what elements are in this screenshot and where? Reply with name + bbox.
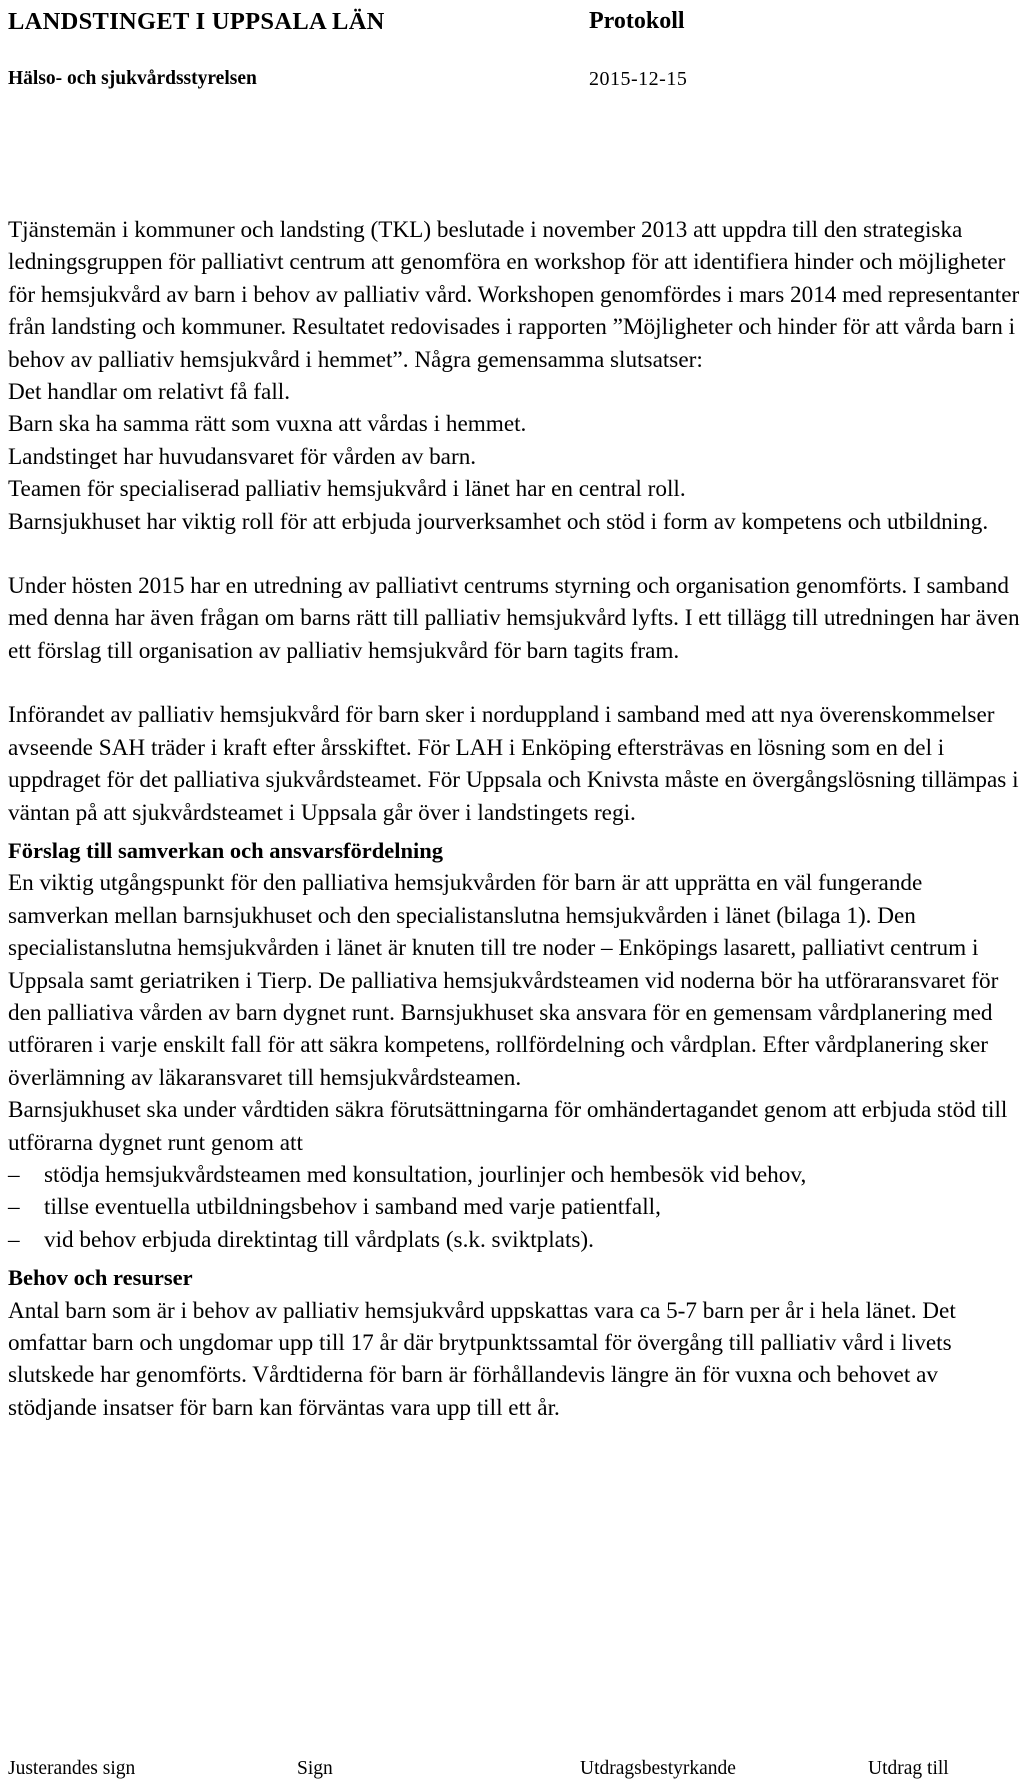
list-dash: – [8,1161,20,1188]
list-item [8,1159,1020,1191]
document-type: Protokoll [589,8,685,34]
list-item-text: vid behov erbjuda direktintag till vårdplats (s.k. sviktplats). [44,1226,594,1253]
introduction-paragraph: Införandet av palliativ hemsjukvård för barn sker i norduppland i samband med att nya överenskommelser avseende SAH träder i kraft efter årsskiftet. För LAH i Enköping eftersträvas en lösning som en del i uppdraget för det palliativa sjukvårdsteamet. För Uppsala och Knivsta måste en övergångslösning tillämpas i väntan på att sjukvårdsteamet i Uppsala går över i landstingets regi. [8,702,1019,826]
autumn-paragraph: Under hösten 2015 har en utredning av palliativt centrums styrning och organisation genomförts. I samband med denna har även frågan om barns rätt till palliativ hemsjukvård lyfts. I ett tillägg till utredningen har även ett förslag till organisation av palliativ hemsjukvård för barn tagits fram. [8,573,1020,664]
support-list [8,1159,1020,1256]
organization-name: LANDSTINGET I UPPSALA LÄN [8,8,385,35]
list-dash: – [8,1226,20,1253]
cooperation-paragraph: En viktig utgångspunkt för den palliativa hemsjukvården för barn är att upprätta en väl fungerande samverkan mellan barnsjukhuset och den specialistanslutna hemsjukvården i länet (bilaga 1). Den specialistanslutna hemsjukvården i länet är knuten till tre noder – Enköpings lasarett, palliativt centrum i Uppsala samt geriatriken i Tierp. De palliativa hemsjukvårdsteamen vid noderna bör ha utföraransvaret för den palliativa vården av barn dygnet runt. Barnsjukhuset ska ansvara för en gemensam vårdplanering med utföraren i varje enskilt fall för att säkra kompetens, rollfördelning och vårdplan. Efter vårdplanering sker överlämning av läkaransvaret till hemsjukvårdsteamen. [8,870,999,1091]
list-item [8,1224,1020,1256]
section-heading-resources: Behov och resurser [8,1265,193,1291]
document-date: 2015-12-15 [589,68,688,90]
board-name: Hälso- och sjukvårdsstyrelsen [8,68,257,89]
footer-extract-to: Utdrag till [868,1758,949,1779]
conclusion-line: Landstinget har huvudansvaret för vården av barn. [8,443,477,470]
conclusion-line: Barnsjukhuset har viktig roll för att erbjuda jourverksamhet och stöd i form av kompetens och utbildning. [8,508,989,535]
list-item [8,1191,1020,1223]
document-body [8,214,1020,1424]
conclusion-line: Det handlar om relativt få fall. [8,379,290,406]
list-item-text: stödja hemsjukvårdsteamen med konsultation, jourlinjer och hembesök vid behov, [44,1161,807,1188]
list-dash: – [8,1194,20,1221]
footer-extract-certification: Utdragsbestyrkande [580,1758,736,1779]
support-paragraph: Barnsjukhuset ska under vårdtiden säkra förutsättningarna för omhändertagandet genom att erbjuda stöd till utförarna dygnet runt genom att [8,1097,1008,1156]
conclusion-line: Teamen för specialiserad palliativ hemsjukvård i länet har en central roll. [8,476,686,503]
section-heading-cooperation: Förslag till samverkan och ansvarsfördelning [8,837,444,863]
footer-sign: Sign [297,1758,333,1779]
intro-paragraph: Tjänstemän i kommuner och landsting (TKL) beslutade i november 2013 att uppdra till den strategiska ledningsgruppen för palliativt centrum att genomföra en workshop för att identifiera hinder och möjligheter för hemsjukvård av barn i behov av palliativ vård. Workshopen genomfördes i mars 2014 med representanter från landsting och kommuner. Resultatet redovisades i rapporten ”Möjligheter och hinder för att vårda barn i behov av palliativ hemsjukvård i hemmet”. Några gemensamma slutsatser: [8,217,1020,373]
conclusion-line: Barn ska ha samma rätt som vuxna att vårdas i hemmet. [8,411,527,438]
list-item-text: tillse eventuella utbildningsbehov i samband med varje patientfall, [44,1194,661,1221]
resources-paragraph: Antal barn som är i behov av palliativ hemsjukvård uppskattas vara ca 5-7 barn per år i hela länet. Det omfattar barn och ungdomar upp till 17 år där brytpunktssamtal för övergång till palliativ vård i livets slutskede har genomförts. Vårdtiderna för barn är förhållandevis längre än för vuxna och behovet av stödjande insatser för barn kan förväntas vara upp till ett år. [8,1297,956,1421]
footer-sign-adjusters: Justerandes sign [8,1758,136,1779]
